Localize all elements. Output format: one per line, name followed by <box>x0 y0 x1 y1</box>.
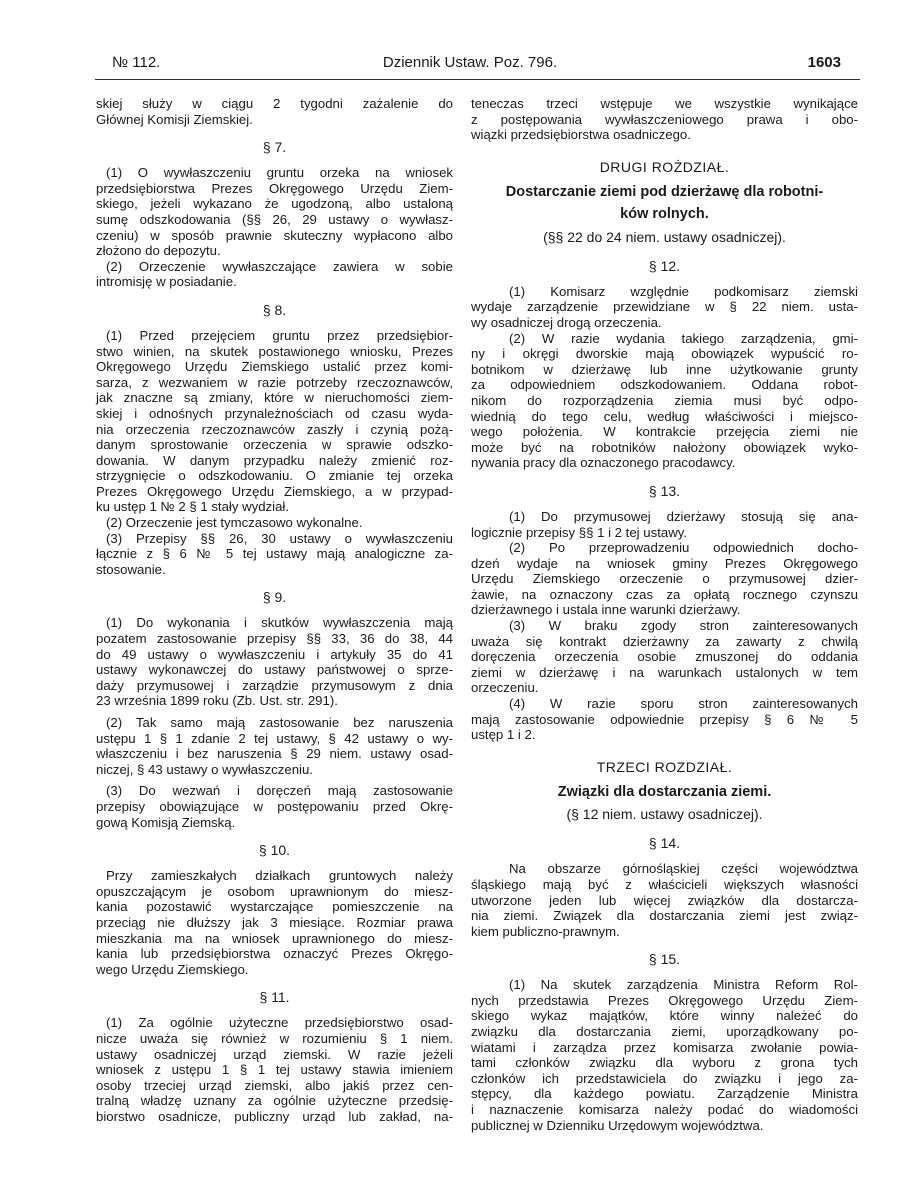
text-line: tralną władzę uznany za ogólnie użyteczne przedsię- <box>96 1093 453 1109</box>
text-line: (1) O wywłaszczeniu gruntu orzeka na wniosek <box>106 165 453 181</box>
text-line: śląskiego mają być z właścicieli większych własności <box>471 876 858 892</box>
section-heading: § 9. <box>262 589 287 606</box>
paragraph <box>471 861 858 939</box>
chapter-subtitle: (§§ 22 do 24 niem. ustawy osadniczej). <box>543 228 786 245</box>
text-line: żawie, na oznaczony czas za opłatą rocznego czynszu <box>471 586 858 602</box>
text-line: logicznie przepisy §§ 1 i 2 tej ustawy. <box>471 524 687 540</box>
text-line: wiatami i zarządza przez komisarza zwołanie powia- <box>471 1039 858 1055</box>
text-line: nych przedstawia Prezes Okręgowego Urzędu Ziem- <box>471 992 858 1008</box>
paragraph <box>471 284 858 331</box>
paragraph <box>96 96 453 127</box>
text-line: przepisy obowiązujące w postępowaniu przed Okrę- <box>96 798 453 814</box>
text-line: dowania. W danym przypadku należy zmienić roz- <box>96 452 453 468</box>
text-line: nicze uważa się również w rozumieniu § 1 niem. <box>96 1030 453 1046</box>
section-heading: § 14. <box>648 835 681 852</box>
paragraph <box>96 715 453 777</box>
text-line: tami członków związku dla wyboru z grona tych <box>471 1055 858 1071</box>
chapter-title: Związki dla dostarczania ziemi. <box>557 783 772 800</box>
text-line: ny i okręgi dworskie mają obowiązek wypuścić ro- <box>471 346 858 362</box>
text-line: ustawy wykonawczej do ustawy państwowej o sprze- <box>96 662 453 678</box>
section-heading: § 7. <box>262 139 287 156</box>
paragraph <box>96 615 453 709</box>
text-line: gową Komisją Ziemską. <box>96 814 236 830</box>
text-line: Głównej Komisji Ziemskiej. <box>96 111 253 127</box>
section-heading: § 10. <box>258 842 291 859</box>
text-line: nia orzeczenia rzeczoznawców zaszły i czynią pożą- <box>96 421 453 437</box>
text-line: (2) Orzeczenie jest tymczasowo wykonalne. <box>106 515 363 531</box>
text-line: ziemi w dzierżawę i na warunkach ustalonych w tem <box>471 664 858 680</box>
paragraph <box>96 165 453 259</box>
text-line: właszczeniu i bez naruszenia § 29 niem. ustawy osad- <box>96 746 453 762</box>
text-line: nia ziemi. Związek dla dostarczania ziemi jest związ- <box>471 908 858 924</box>
text-line: orzeczeniu. <box>471 680 539 696</box>
text-line: kiem publiczno-prawnym. <box>471 923 620 939</box>
text-line: (2) Tak samo mają zastosowanie bez naruszenia <box>106 715 453 730</box>
text-line: ustęp 1 i 2. <box>471 727 536 743</box>
text-line: ustawy osadniczej urząd ziemski. W razie jeżeli <box>96 1046 453 1062</box>
text-line: osoby trzeciej urząd ziemski, albo jakiś przez cen- <box>96 1077 453 1093</box>
paragraph <box>96 783 453 830</box>
text-line: mieszkania ma na wniosek uprawnionego do miesz- <box>96 930 453 946</box>
text-line: dzeń wydaje na wniosek gminy Prezes Okręgowego <box>471 555 858 571</box>
paragraph <box>471 618 858 696</box>
section-heading: § 12. <box>648 257 681 274</box>
section-heading: § 11. <box>259 989 290 1006</box>
text-line: Prezes Okręgowego Urzędu Ziemskiego, a w przypad- <box>96 483 453 499</box>
text-line: nikom do rozporządzenia ziemia musi być odpo- <box>471 392 858 408</box>
text-line: i naznaczenie komisarza należy podać do wiadomości <box>471 1102 858 1118</box>
text-line: skiego wykaz majątków, które winny należeć do <box>471 1008 858 1024</box>
text-line: wydaje zarządzenie przewidziane w § 22 niem. usta- <box>471 299 858 315</box>
paragraph <box>471 509 858 540</box>
text-line: przeciąg nie dłuższy jak 3 miesiące. Rozmiar prawa <box>96 914 453 930</box>
text-line: doręczenia orzeczenia osobie zmuszonej do oddania <box>471 649 858 665</box>
text-line: przedsiębiorstwa Prezes Okręgowego Urzędu Ziem- <box>96 180 453 196</box>
text-line: (3) Do wezwań i doręczeń mają zastosowanie <box>106 783 453 799</box>
text-line: (2) Orzeczenie wywłaszczające zawiera w sobie <box>106 258 453 274</box>
text-line: Na obszarze górnośląskiej części województwa <box>509 861 858 877</box>
text-line: daży przymusowej i zarządzie przymusowym z dnia <box>96 677 453 693</box>
text-line: danym sprostowanie orzeczenia w sprawie odszko- <box>96 437 453 453</box>
text-line: związku dla dostarczania ziemi, uporządkowany po- <box>471 1024 858 1040</box>
text-line: stwo winien, na skutek postawionego wniosku, Prezes <box>96 343 453 359</box>
text-line: Urzędu Ziemskiego orzeczenie o przymusowej dzier- <box>471 571 858 587</box>
section-heading: § 15. <box>648 951 681 968</box>
text-line: nywania pracy dla oznaczonego pracodawcy. <box>471 455 736 471</box>
text-line: sumę odszkodowania (§§ 26, 29 ustawy o wywłasz- <box>96 211 453 227</box>
paragraph <box>471 696 858 743</box>
text-line: (1) Przed przejęciem gruntu przez przedsiębior- <box>106 327 453 343</box>
text-line: mają zastosowanie odpowiednie przepisy § 6 № 5 <box>471 711 858 727</box>
chapter-subtitle: (§ 12 niem. ustawy osadniczej). <box>566 806 763 823</box>
text-line: stosowanie. <box>96 561 166 577</box>
text-line: (3) W braku zgody stron zainteresowanych <box>509 618 858 634</box>
text-line: sarza, z wezwaniem w razie potrzeby rzeczoznawców, <box>96 374 453 390</box>
text-line: wniosek z ustępu 1 § 1 tej ustawy stawia imieniem <box>96 1062 453 1078</box>
chapter-title: ków rolnych. <box>620 206 709 223</box>
header-rule <box>95 79 860 80</box>
paragraph <box>471 540 858 618</box>
text-line: skiej i odnośnych przynależnościach od czasu wyda- <box>96 405 453 421</box>
text-line: wego Urzędu Ziemskiego. <box>96 961 249 977</box>
text-line: dzierżawnego i ustala inne warunki dzierżawy. <box>471 602 741 618</box>
text-line: (1) Na skutek zarządzenia Ministra Reform Rol- <box>509 977 858 993</box>
text-line: (1) Komisarz względnie podkomisarz ziemski <box>509 283 858 299</box>
running-title: Dziennik Ustaw. Poz. 796. <box>382 54 558 71</box>
paragraph <box>471 977 858 1133</box>
text-line: ustępu 1 § 1 zdanie 2 tej ustawy, § 42 ustawy o wy- <box>96 730 453 746</box>
chapter-title: Dostarczanie ziemi pod dzierżawę dla robotni- <box>505 183 824 200</box>
right-column <box>471 96 858 1133</box>
text-line: (4) W razie sporu stron zainteresowanych <box>509 696 858 712</box>
text-line: (2) W razie wydania takiego zarządzenia, gmi- <box>509 330 858 346</box>
text-line: pozatem zastosowanie przepisy §§ 33, 36 do 38, 44 <box>96 631 453 647</box>
text-line: kania lub przedsiębiorstwa oznaczyć Prezes Okręgo- <box>96 946 453 962</box>
text-line: złożono do depozytu. <box>96 243 221 259</box>
text-line: łącznie z § 6 № 5 tej ustawy mają analogiczne za- <box>96 546 453 562</box>
text-line: strzygnięcie o odszkodowaniu. O zmianie tej orzeka <box>96 468 453 484</box>
paragraph <box>96 328 453 515</box>
text-line: kania pozostawić wystarczające pomieszczenie na <box>96 899 453 915</box>
paragraph <box>96 515 453 531</box>
text-line: (3) Przepisy §§ 26, 30 ustawy o wywłaszczeniu <box>106 530 453 546</box>
text-line: opuszczającym je osobom uprawnionym do miesz- <box>96 883 453 899</box>
text-line: botnikom w dzierżawę lub inne użytkowanie grunty <box>471 361 858 377</box>
text-line: Przy zamieszkałych działkach gruntowych należy <box>106 868 453 884</box>
text-line: (1) Do przymusowej dzierżawy stosują się ana- <box>509 508 858 524</box>
text-line: (2) Po przeprowadzeniu odpowiednich docho- <box>509 540 858 556</box>
issue-number: № 112. <box>112 54 161 71</box>
page-number: 1603 <box>807 54 841 71</box>
text-line: do 49 ustawy o wywłaszczeniu i artykuły 35 do 41 <box>96 646 453 662</box>
text-line: czeniu) w sposób prawnie skuteczny wypłacono albo <box>96 227 453 243</box>
text-line: może być na robotników nałożony obowiązek wyko- <box>471 439 858 455</box>
paragraph <box>471 96 858 143</box>
text-line: Okręgowego Urzędu Ziemskiego ustalić przez komi- <box>96 359 453 375</box>
chapter-heading: DRUGI ROŻDZIAŁ. <box>599 158 730 175</box>
text-line: skiego, jeżeli wykazano że ugodzoną, albo ustaloną <box>96 196 453 212</box>
text-line: wiednią do tego celu, według właściwości i miejsco- <box>471 408 858 424</box>
text-line: publicznej w Dzienniku Urzędowym województwa. <box>471 1117 764 1133</box>
section-heading: § 8. <box>262 301 287 318</box>
text-line: niczej, § 43 ustawy o wywłaszczeniu. <box>96 761 313 777</box>
paragraph <box>96 259 453 290</box>
text-line: wego położenia. W kontrakcie przejęcia ziemi nie <box>471 424 858 440</box>
text-line: intromisję w posiadanie. <box>96 274 237 290</box>
text-line: 23 września 1899 roku (Zb. Ust. str. 291). <box>96 693 338 709</box>
text-line: ku ustęp 1 № 2 § 1 stały wydział. <box>96 499 290 515</box>
text-line: stępcy, dla każdego powiatu. Zarządzenie Ministra <box>471 1086 858 1102</box>
paragraph <box>96 531 453 578</box>
chapter-heading: TRZECI ROZDZIAŁ. <box>596 758 733 775</box>
left-column <box>96 96 453 1124</box>
text-line: członków ich przedstawiciela do związku i jego za- <box>471 1070 858 1086</box>
paragraph <box>96 1015 453 1124</box>
paragraph <box>471 331 858 471</box>
text-line: jak znaczne są zmiany, które w nieruchomości ziem- <box>96 390 453 406</box>
text-line: biorstwo osadnicze, publiczny urząd lub zakład, na- <box>96 1108 453 1124</box>
text-line: uważa się kontrakt dzierżawny za zawarty z chwilą <box>471 633 858 649</box>
text-line: za odpowiedniem odszkodowaniem. Oddana robot- <box>471 377 858 393</box>
text-line: (1) Za ogólnie użyteczne przedsiębiorstwo osad- <box>106 1015 453 1031</box>
paragraph <box>96 868 453 977</box>
text-line: (1) Do wykonania i skutków wywłaszczenia mają <box>106 615 453 631</box>
text-line: wiązki przedsiębiorstwa osadniczego. <box>471 127 691 143</box>
text-line: z postępowania wywłaszczeniowego prawa i obo- <box>471 111 858 127</box>
text-line: utworzone jeden lub więcej związków dla dostarcza- <box>471 892 858 908</box>
section-heading: § 13. <box>648 482 681 499</box>
text-line: skiej służy w ciągu 2 tygodni zażalenie do <box>96 96 453 111</box>
text-line: teneczas trzeci wstępuje we wszystkie wynikające <box>471 96 858 111</box>
text-line: wy osadniczej drogą orzeczenia. <box>471 314 662 330</box>
